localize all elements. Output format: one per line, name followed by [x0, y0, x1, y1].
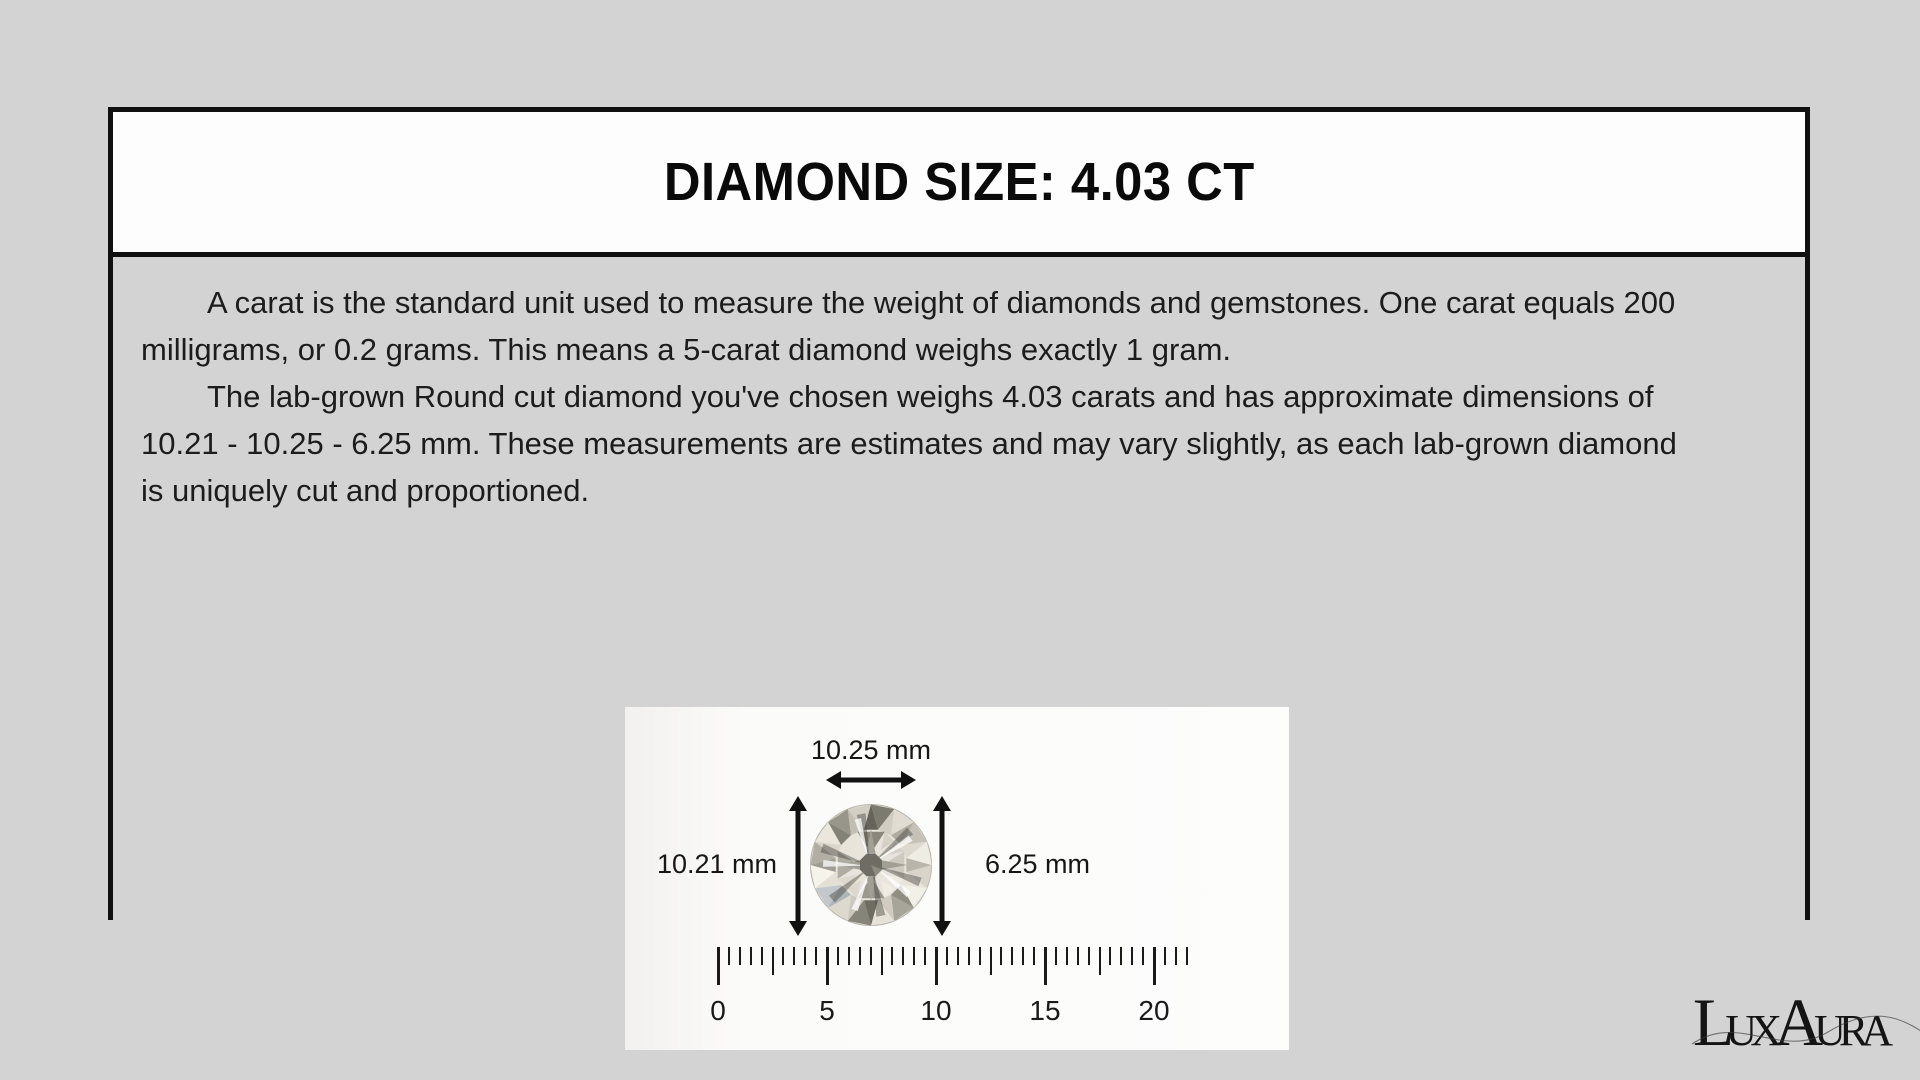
ruler-number: 20: [1138, 995, 1170, 1026]
ruler-tick: [990, 947, 992, 975]
width-measurement-label: 10.25 mm: [810, 735, 932, 765]
ruler-tick: [859, 947, 861, 965]
ruler-tick: [946, 947, 948, 965]
right-vertical-double-arrow-icon: [929, 795, 955, 937]
ruler-tick: [728, 947, 730, 965]
ruler-tick: [1022, 947, 1024, 965]
logo-letter: A: [1861, 1006, 1890, 1055]
ruler-tick: [793, 947, 795, 965]
page-title: DIAMOND SIZE: 4.03 CT: [663, 152, 1255, 212]
brand-logo: [1692, 984, 1890, 1060]
ruler-tick: [1131, 947, 1133, 965]
logo-letter: U: [1814, 1006, 1843, 1055]
ruler-tick: [739, 947, 741, 965]
left-vertical-double-arrow-icon: [785, 795, 811, 937]
card-header: [113, 112, 1805, 257]
ruler-number: 0: [710, 995, 726, 1026]
ruler-tick: [924, 947, 926, 965]
ruler-tick: [1120, 947, 1122, 965]
ruler-tick: [848, 947, 850, 965]
ruler-tick: [979, 947, 981, 965]
card-body: [113, 279, 1805, 1026]
horizontal-double-arrow-icon: [825, 767, 917, 793]
ruler-tick: [804, 947, 806, 965]
logo-letter: X: [1750, 1006, 1779, 1055]
logo-letter: L: [1692, 984, 1731, 1060]
ruler-tick: [891, 947, 893, 965]
ruler-tick: [837, 947, 839, 965]
ruler-tick: [750, 947, 752, 965]
ruler-tick: [1033, 947, 1035, 965]
ruler-tick: [1109, 947, 1111, 965]
ruler-tick: [826, 947, 829, 985]
logo-letter: A: [1773, 984, 1820, 1060]
diamond-size-diagram: [625, 707, 1289, 1050]
ruler-tick: [782, 947, 784, 965]
paragraph-diamond-dimensions: The lab-grown Round cut diamond you've chosen weighs 4.03 carats and has approximate dimensions of 10.21 - 10.25 - 6.25 mm. These measurements are estimates and may vary slightly, as each lab-grown diamond is uniquely cut and proportioned.: [141, 379, 1677, 508]
ruler-tick: [913, 947, 915, 965]
ruler-number: 15: [1029, 995, 1061, 1026]
ruler-tick: [870, 947, 872, 965]
ruler-tick: [1055, 947, 1057, 965]
ruler-tick: [968, 947, 970, 965]
ruler-tick: [1099, 947, 1101, 975]
ruler-tick: [902, 947, 904, 965]
ruler-tick: [1142, 947, 1144, 965]
ruler-number: 10: [920, 995, 952, 1026]
diamond-image: [810, 804, 932, 926]
ruler-tick: [815, 947, 817, 965]
ruler-tick: [772, 947, 774, 975]
height-measurement-label: 10.21 mm: [656, 849, 777, 879]
ruler-tick: [1153, 947, 1156, 985]
ruler-tick: [957, 947, 959, 965]
depth-measurement-label: 6.25 mm: [985, 849, 1091, 879]
logo-letter: U: [1725, 1006, 1755, 1055]
ruler-tick: [881, 947, 883, 975]
ruler-tick: [1175, 947, 1177, 965]
ruler-tick: [1044, 947, 1047, 985]
ruler-tick: [1011, 947, 1013, 965]
paragraph-carat-definition: A carat is the standard unit used to measure the weight of diamonds and gemstones. One carat equals 200 milligrams, or 0.2 grams. This means a 5-carat diamond weighs exactly 1 gram.: [141, 285, 1676, 367]
ruler-tick: [1088, 947, 1090, 965]
ruler-tick: [1186, 947, 1188, 965]
ruler-tick: [1066, 947, 1068, 965]
ruler-tick: [935, 947, 938, 985]
ruler-tick: [1164, 947, 1166, 965]
millimeter-ruler: [710, 947, 1197, 1047]
ruler-number: 5: [819, 995, 835, 1026]
info-card: [108, 107, 1810, 1026]
ruler-tick: [1000, 947, 1002, 965]
logo-letter: R: [1838, 1006, 1866, 1055]
ruler-tick: [1077, 947, 1079, 965]
ruler-tick: [761, 947, 763, 965]
ruler-tick: [717, 947, 720, 985]
